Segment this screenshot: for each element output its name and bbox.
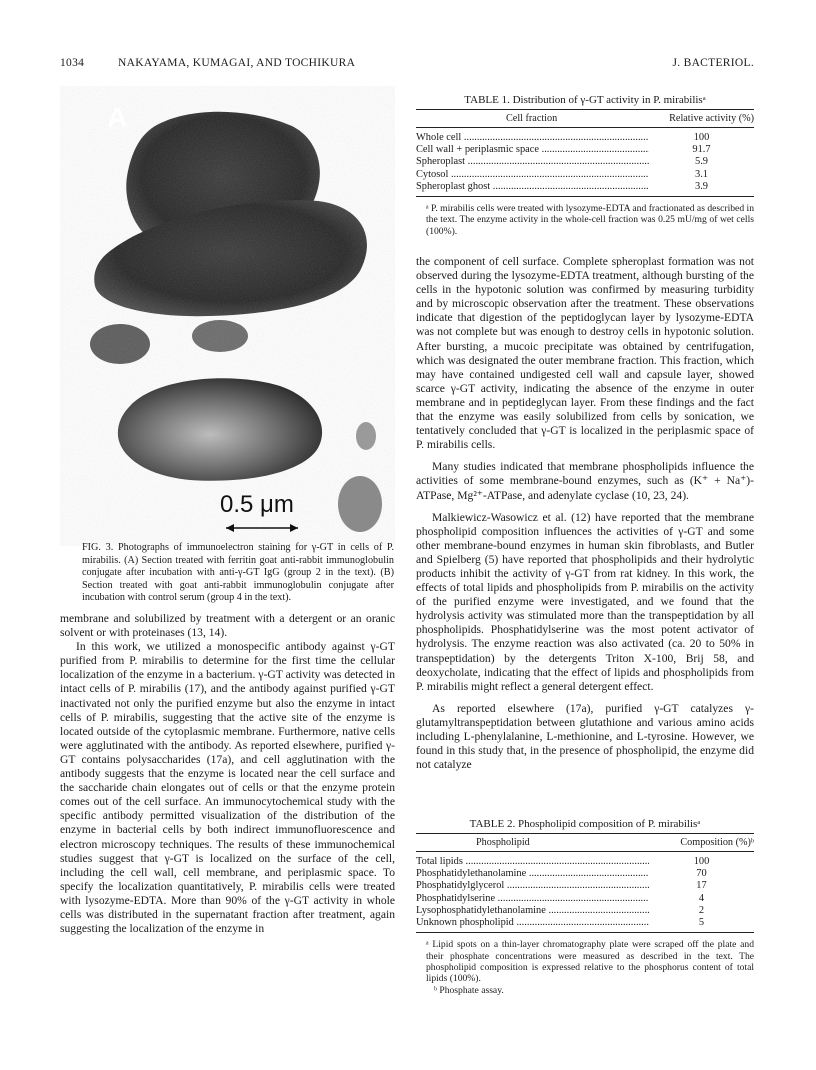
paragraph: membrane and solubilized by treatment with a detergent or an oranic solvent or with proteinases (13, 14). bbox=[60, 612, 395, 640]
table-2-row-label: Phosphatidylserine bbox=[416, 892, 496, 904]
table-2-row-value: 2 bbox=[698, 904, 705, 916]
table-2-row-label: Unknown phospholipid bbox=[416, 917, 514, 929]
right-column-text bbox=[416, 255, 754, 772]
table-1-row-value: 5.9 bbox=[695, 156, 708, 168]
paragraph: As reported elsewhere (17a), purified γ-GT catalyzes γ-glutamyltranspeptidation between glutathione and various amino acids including L-phenylalanine, L-methionine, and L-tyrosine. However, we found in this study that, in the presence of phospholipid, the enzyme did not catalyze bbox=[416, 701, 754, 772]
panel-label: A bbox=[107, 102, 128, 133]
page-number: 1034 bbox=[60, 57, 85, 69]
table-1-row-value: 3.9 bbox=[649, 181, 754, 197]
table-1-footnote: ᵃ P. mirabilis cells were treated with lysozyme-EDTA and fractionated as described in the text. The enzyme activity in the whole-cell fraction was 0.25 mU/mg of wet cells (100%). bbox=[426, 203, 754, 237]
header-authors: NAKAYAMA, KUMAGAI, AND TOCHIKURA bbox=[118, 57, 356, 69]
table-1-row-label: Cell wall + periplasmic space bbox=[416, 144, 540, 156]
running-header bbox=[60, 57, 754, 73]
table-1-row-value: 100 bbox=[693, 132, 710, 143]
paragraph: Many studies indicated that membrane phospholipids influence the activities of some membrane-bound enzymes, such as (K⁺ + Na⁺)-ATPase, Mg²⁺-ATPase, and adenylate cyclase (10, 23, 24). bbox=[416, 460, 754, 502]
table-1-row-value: 3.1 bbox=[695, 168, 708, 180]
paragraph: In this work, we utilized a monospecific antibody against γ-GT purified from P. mirabilis to determine for the first time the cellular localization of the enzyme in a bacterium. γ-GT activity was detected in intact cells of P. mirabilis (17), and the antibody against purified γ-GT inactivated not only the purified enzyme but also the enzyme in intact cells of P. mirabilis, suggesting that the active site of the enzyme is located outside of the cytoplasmic membrane. Furthermore, native cells were agglutinated with the antibody. As reported elsewhere, purified γ-GT contains polysaccharides (17a), and cell agglutination with the antibody suggests that the enzyme is located near the cell surface and the saccharide chain elongates out of cells or that the enzyme protein comes out of the cell surface. An immunocytochemical study with the specific antibody permitted visualization of the distribution of the enzyme in bacterial cells by both indirect immunofluorescence and electron microscopy techniques. The results of these immunochemical studies suggest that γ-GT is localized on the surface of the cell, including the cell wall, cell membrane, and periplasmic space. To specify the localization quantitatively, P. mirabilis cells were treated with lysozyme-EDTA. More than 90% of the γ-GT activity in whole cells was distributed in the supernatant fraction after treatment, again suggesting the localization of the enzyme in bbox=[60, 640, 395, 936]
table-1-row-value: 91.7 bbox=[692, 144, 711, 156]
table-2-footnote-a: ᵃ Lipid spots on a thin-layer chromatography plate were scraped off the plate and their phosphate concentrations were measured as described in the text. The phospholipid composition is expressed relative to the phosphorus content of total lipids (100%). bbox=[426, 939, 754, 985]
table-1-row-label: Spheroplast ghost bbox=[416, 180, 491, 192]
table-2-col-header: Phospholipid bbox=[416, 834, 649, 852]
table-2-grid bbox=[416, 833, 754, 933]
table-1-col-header: Cell fraction bbox=[416, 110, 649, 128]
table-2-footnote-b: ᵇ Phosphate assay. bbox=[434, 984, 504, 996]
micrograph-image bbox=[60, 86, 395, 546]
table-2-row-value: 17 bbox=[696, 880, 707, 892]
table-2-row-value: 100 bbox=[693, 856, 710, 867]
table-2-row-value: 4 bbox=[698, 892, 705, 904]
scale-bar-label: 0.5 μm bbox=[220, 491, 294, 518]
table-2-row-label: Lysophosphatidylethanolamine bbox=[416, 904, 546, 916]
table-2-row-value: 70 bbox=[696, 868, 707, 880]
table-2-row-label: Total lipids bbox=[416, 856, 463, 867]
table-1-row-label: Spheroplast bbox=[416, 156, 466, 168]
table-2-col-header: Composition (%)ᵇ bbox=[649, 834, 754, 852]
table-2-row-label: Phosphatidylethanolamine bbox=[416, 868, 527, 880]
table-1-row-label: Whole cell bbox=[416, 132, 462, 143]
table-1 bbox=[416, 94, 754, 237]
table-2-title: TABLE 2. Phospholipid composition of P. mirabilisᵃ bbox=[469, 818, 701, 830]
header-journal: J. BACTERIOL. bbox=[672, 57, 754, 69]
left-column-text bbox=[60, 612, 395, 936]
paragraph: the component of cell surface. Complete spheroplast formation was not observed during the lysozyme-EDTA treatment, although bursting of the cells in the hypotonic solution was confirmed by measuring turbidity and by microscopic observation after the treatment. These observations indicate that digestion of the peptidoglycan layer by lysozyme-EDTA was not complete but was enough to destroy cells in hypotonic solution. After bursting, a mucoic precipitate was obtained by centrifugation, which was designated the outer membrane fraction. This fraction, which may have contained undigested cell wall and capsule layer, showed scarce γ-GT activity, indicating the absence of the enzyme in outer membrane and in peptideglycan layer. From these findings and the fact that the enzyme was easily solubilized from cells by sonication, we tentatively concluded that γ-GT is localized in the periplasmic space of P. mirabilis cells. bbox=[416, 255, 754, 452]
table-2 bbox=[416, 818, 754, 996]
figure-3-micrograph bbox=[60, 86, 395, 546]
table-1-row-label: Cytosol bbox=[416, 168, 449, 180]
paragraph: Malkiewicz-Wasowicz et al. (12) have reported that the membrane phospholipid composition influences the activities of γ-GT and some other membrane-bound enzymes in human skin fibroblasts, and Butler and Spielberg (5) have reported that phospholipids and their hydrolytic products inhibit the activity of γ-GT from rat kidney. In this work, the effects of total lipids and phospholipids from P. mirabilis on the activity of the purified enzyme were investigated, and we found that the hydrolysis activity was stimulated more than the transpeptidation by all phospholipids. Phosphatidylserine was the most potent activator of hydrolysis. The enzyme reaction was also activated (ca. 20 to 50% in transpeptidation) by the detergents Triton X-100, Brij 58, and deoxycholate, indicating that the effect of lipids and phospholipids from P. mirabilis might reflect a general detergent effect. bbox=[416, 510, 754, 693]
table-2-row-value: 5 bbox=[649, 917, 754, 933]
table-2-row-label: Phosphatidylglycerol bbox=[416, 880, 505, 892]
table-1-col-header: Relative activity (%) bbox=[649, 110, 754, 128]
figure-caption: FIG. 3. Photographs of immunoelectron staining for γ-GT in cells of P. mirabilis. (A) Section treated with ferritin goat anti-rabbit immunoglobulin conjugate after incubation with anti-γ-GT IgG (group 2 in the text). (B) Section treated with goat anti-rabbit immunoglobulin conjugate after incubation with control serum (group 4 in the text). bbox=[82, 542, 394, 604]
table-1-grid bbox=[416, 109, 754, 197]
table-1-title: TABLE 1. Distribution of γ-GT activity in P. mirabilisᵃ bbox=[464, 94, 706, 106]
